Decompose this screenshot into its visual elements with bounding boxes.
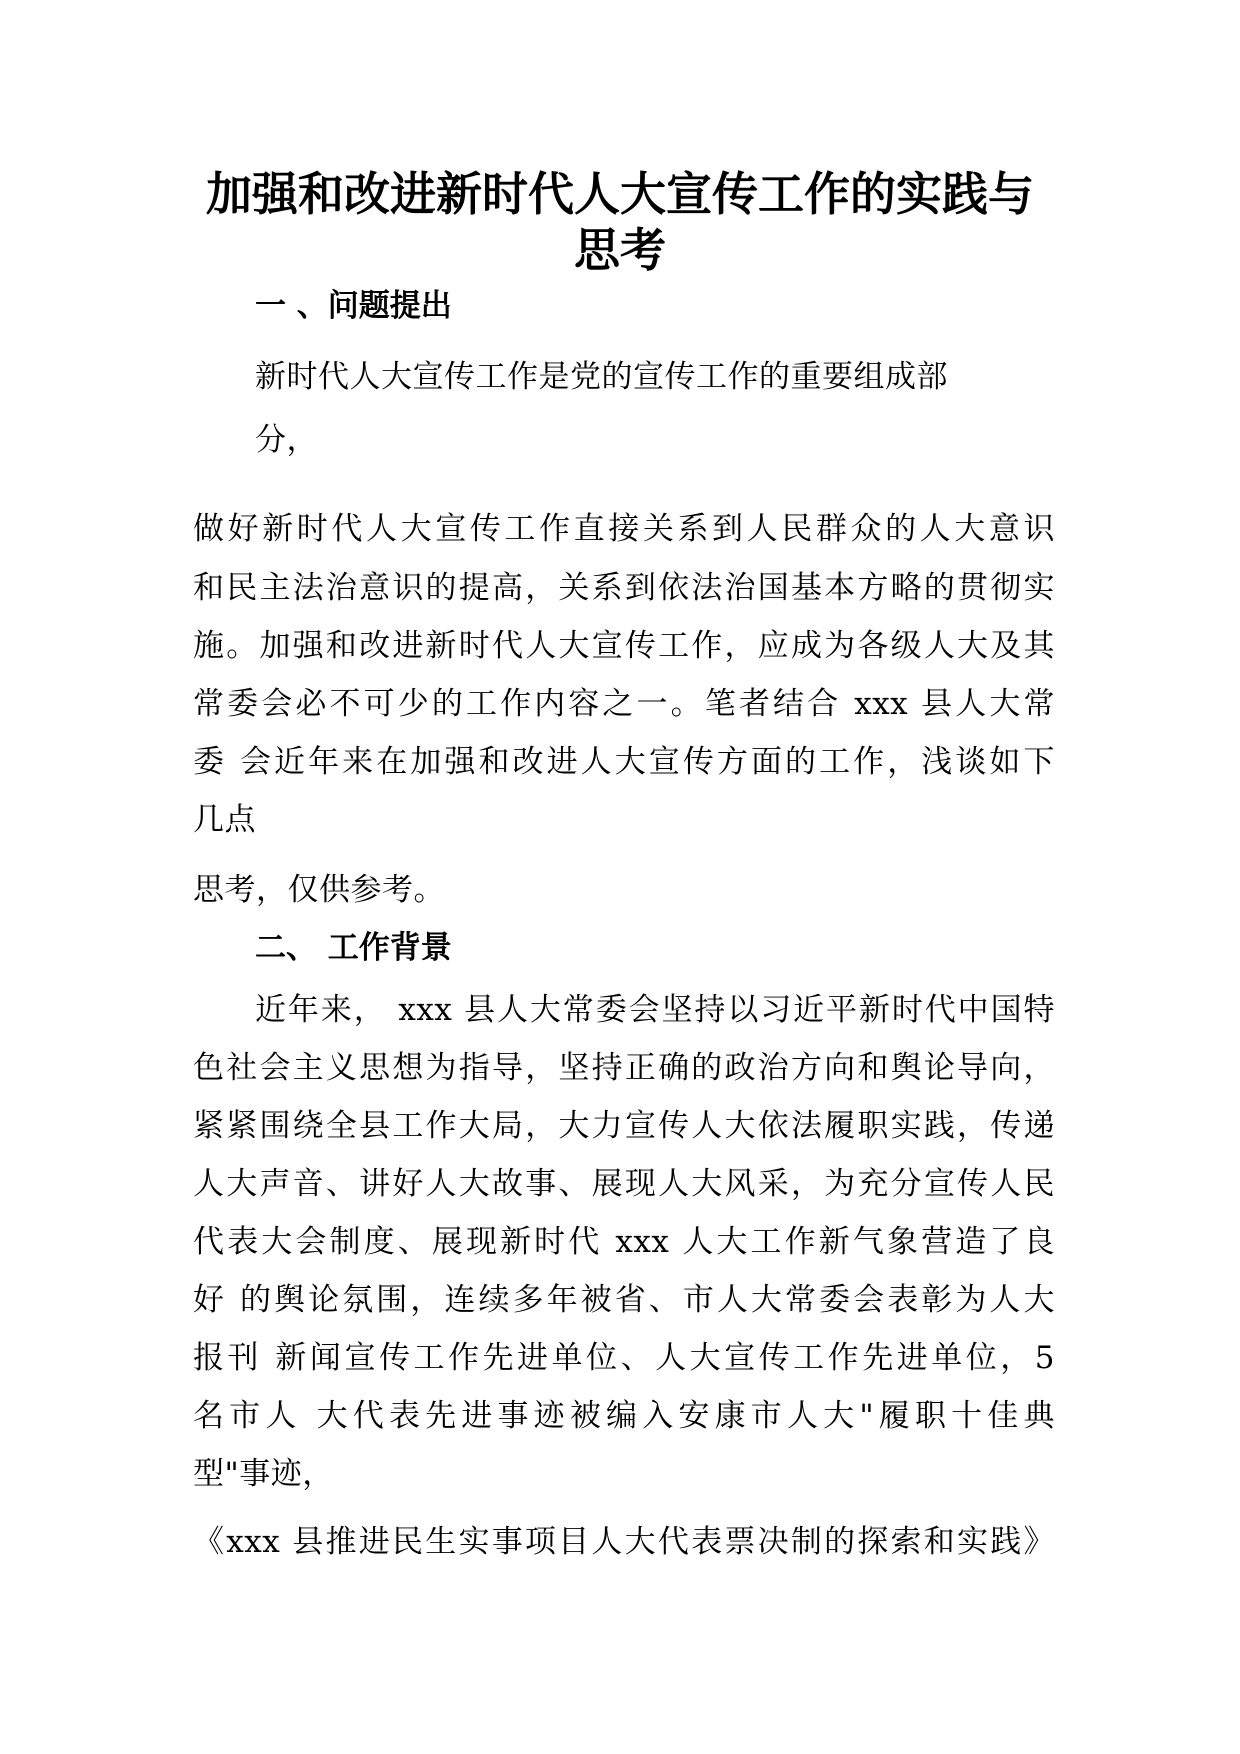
paragraph-line: 分， [255, 422, 318, 458]
paragraph-line: 代表大会制度、展现新时代 xxx 人大工作新气象营造了良 [193, 1224, 1055, 1260]
paragraph-line: 做好新时代人大宣传工作直接关系到人民群众的人大意识 [193, 511, 1055, 547]
paragraph-line: 紧紧围绕全县工作大局，大力宣传人大依法履职实践，传递 [193, 1108, 1055, 1144]
section-heading-background: 二、 工作背景 [255, 930, 452, 966]
paragraph-line: 几点 [193, 802, 256, 838]
paragraph-line: 名市人 大代表先进事迹被编入安康市人大"履职十佳典 [193, 1398, 1055, 1434]
paragraph-line: 施。加强和改进新时代人大宣传工作，应成为各级人大及其 [193, 628, 1055, 664]
section-heading-problem: 一 、问题提出 [255, 288, 452, 324]
paragraph-line: 报刊 新闻宣传工作先进单位、人大宣传工作先进单位，5 [193, 1340, 1055, 1376]
paragraph-line: 和民主法治意识的提高，关系到依法治国基本方略的贯彻实 [193, 570, 1055, 606]
document-title-line-1: 加强和改进新时代人大宣传工作的实践与 [206, 167, 1034, 221]
paragraph-line: 新时代人大宣传工作是党的宣传工作的重要组成部 [255, 359, 948, 395]
paragraph-line: 《xxx 县推进民生实事项目人大代表票决制的探索和实践》 [193, 1524, 1055, 1560]
paragraph-line: 型"事迹， [193, 1456, 334, 1492]
paragraph-line: 委 会近年来在加强和改进人大宣传方面的工作，浅谈如下 [193, 744, 1055, 780]
paragraph-line: 常委会必不可少的工作内容之一。笔者结合 xxx 县人大常 [193, 686, 1055, 722]
paragraph-line: 色社会主义思想为指导，坚持正确的政治方向和舆论导向， [193, 1050, 1055, 1086]
paragraph-line: 好 的舆论氛围，连续多年被省、市人大常委会表彰为人大 [193, 1282, 1055, 1318]
paragraph-line: 人大声音、讲好人大故事、展现人大风采，为充分宣传人民 [193, 1166, 1055, 1202]
paragraph-line: 近年来， xxx 县人大常委会坚持以习近平新时代中国特 [255, 992, 1055, 1028]
document-title-line-2: 思考 [574, 223, 666, 277]
paragraph-line: 思考，仅供参考。 [193, 872, 445, 908]
